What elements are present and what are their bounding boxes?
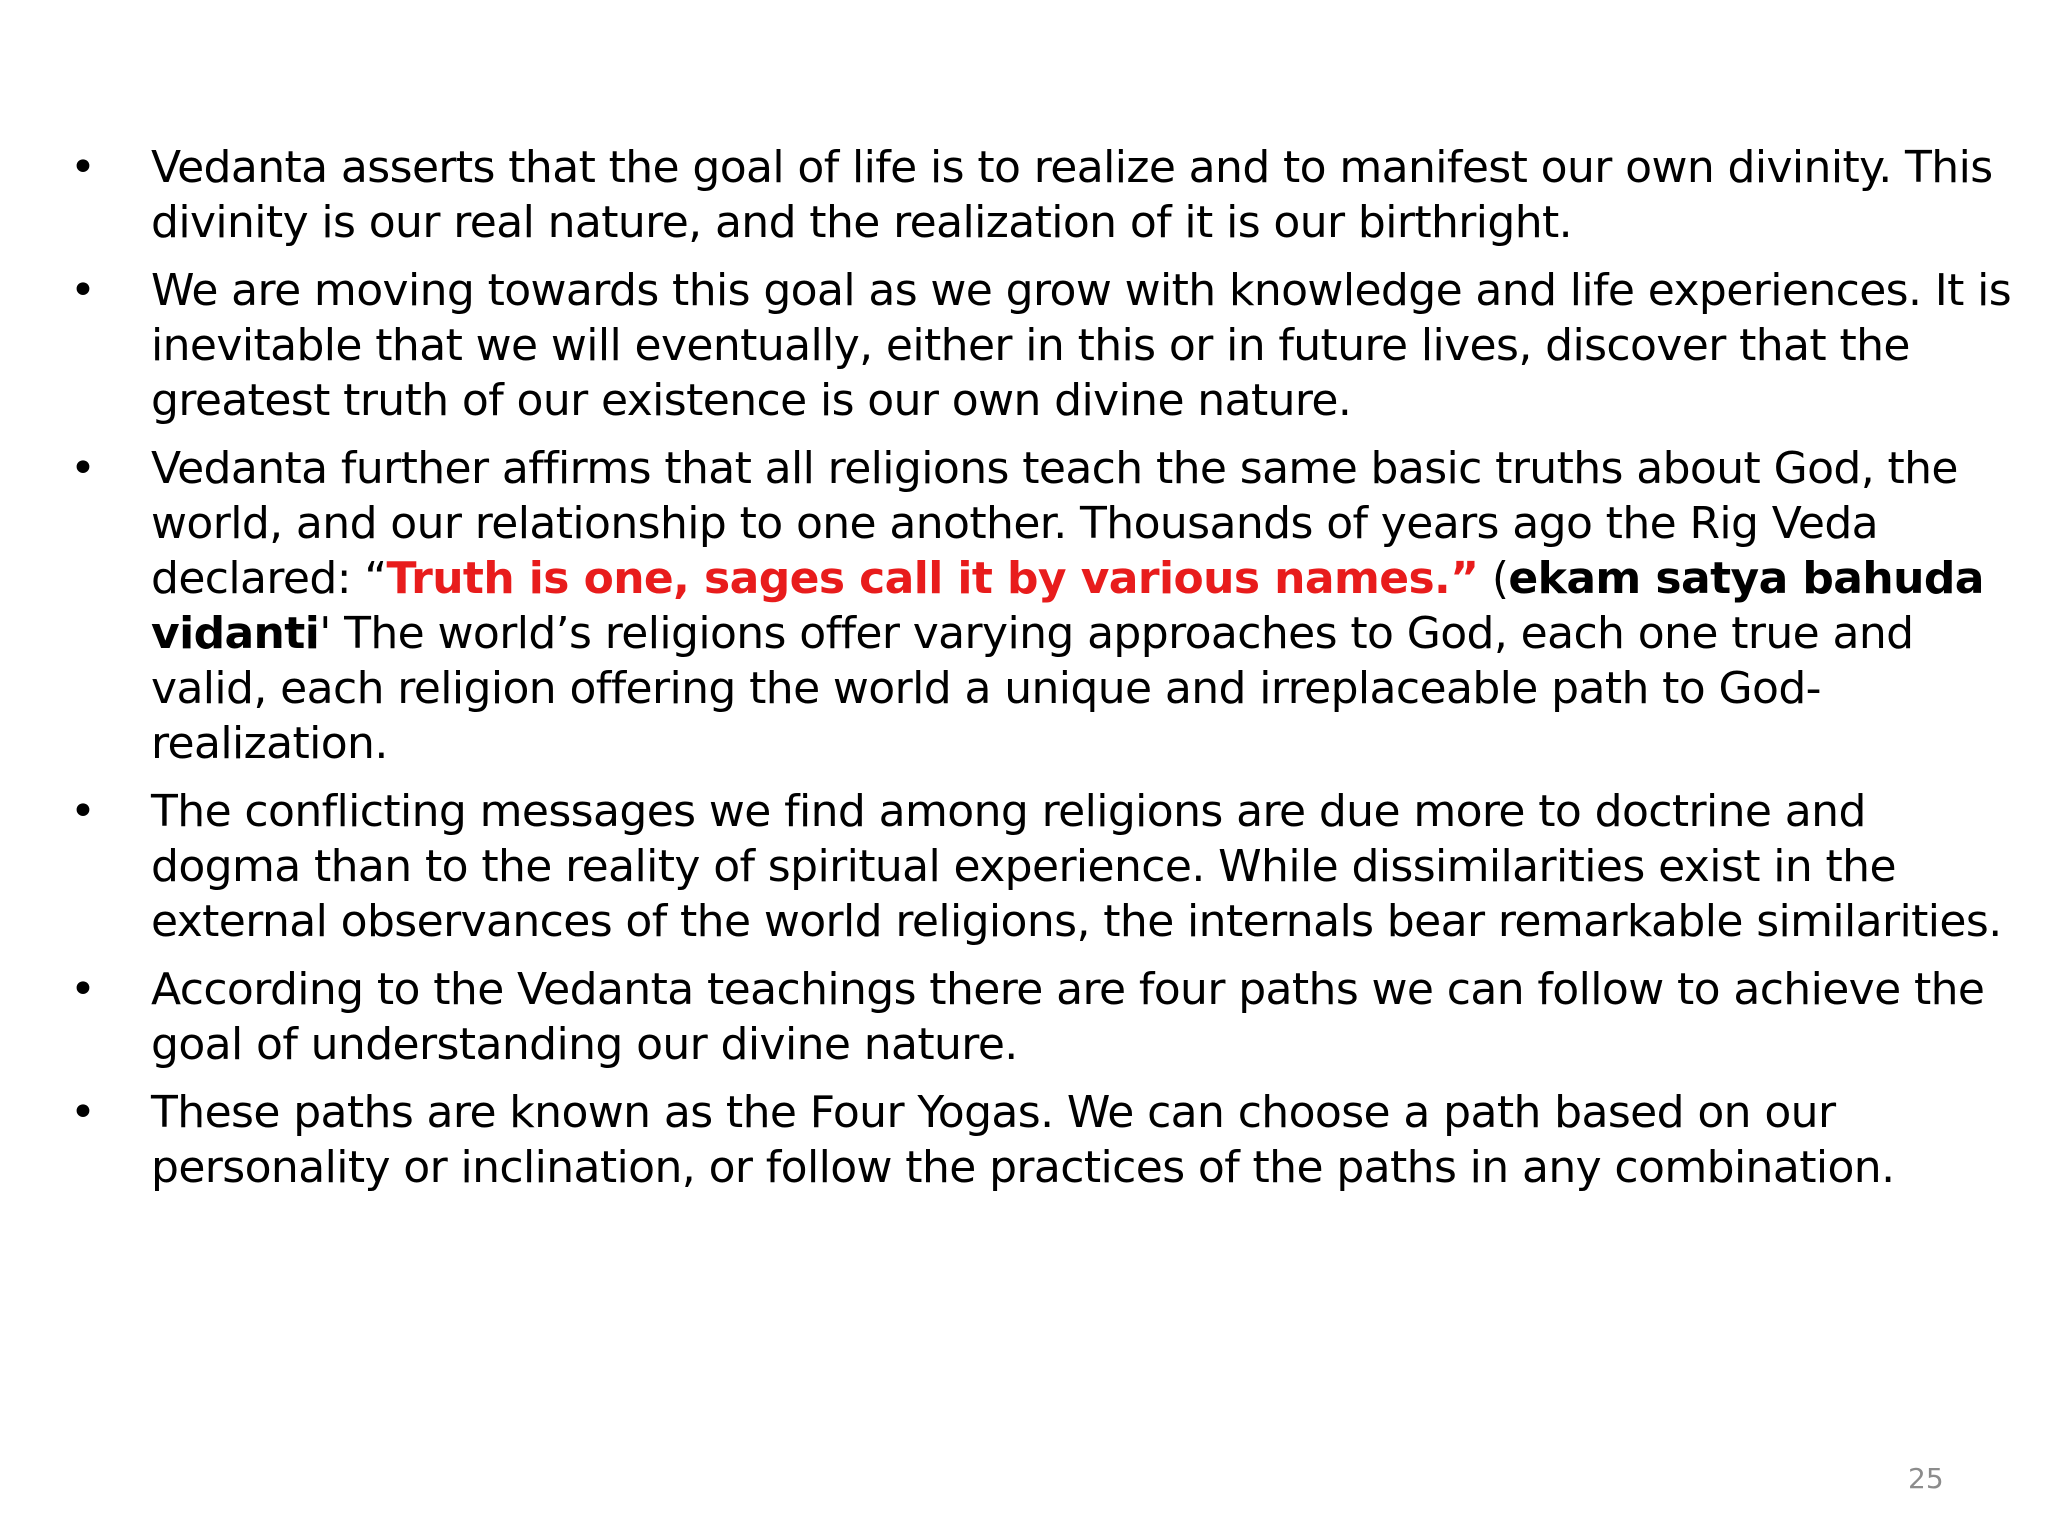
bullet-text-part2: ( — [1478, 553, 1509, 604]
bullet-item-four-paths — [70, 962, 2015, 1072]
bullet-dot-icon: • — [70, 443, 96, 494]
bullet-text: We are moving towards this goal as we grow with knowledge and life experiences. It is inevitable that we will eventually, either in this or in future lives, discover that the greatest truth of our existence is our own divine nature. — [151, 265, 2012, 426]
bullet-text: The conflicting messages we find among religions are due more to doctrine and dogma than to the reality of spiritual experience. While dissimilarities exist in the external observances of the world religions, the internals bear remarkable similarities. — [151, 786, 2002, 947]
bullet-list — [70, 140, 2015, 1208]
bullet-dot-icon: • — [70, 964, 96, 1015]
bullet-dot-icon: • — [70, 786, 96, 837]
bullet-text-part1: Vedanta further affirms that all religions teach the same basic truths about God, the world, and our relationship to one another. Thousands of years ago the Rig Veda declared: “ — [151, 443, 1958, 604]
bullet-item-conflicting — [70, 784, 2015, 949]
bullet-item-four-yogas — [70, 1085, 2015, 1195]
bullet-text: Vedanta asserts that the goal of life is to realize and to manifest our own divinity. This divinity is our real nature, and the realization of it is our birthright. — [151, 142, 1993, 248]
bullet-item-religions — [70, 441, 2015, 771]
bullet-dot-icon: • — [70, 142, 96, 193]
bullet-item-moving — [70, 263, 2015, 428]
bullet-text: These paths are known as the Four Yogas. We can choose a path based on our personality or inclination, or follow the practices of the paths in any combination. — [151, 1087, 1895, 1193]
page-number: 25 — [1908, 1462, 1944, 1495]
bullet-dot-icon: • — [70, 1087, 96, 1138]
bullet-text-part3: ' The world’s religions offer varying approaches to God, each one true and valid, each religion offering the world a unique and irreplaceable path to God-realization. — [151, 608, 1914, 769]
sanskrit-phrase: ekam satya bahuda vidanti — [151, 553, 1984, 659]
rig-veda-quote: Truth is one, sages call it by various names.” — [386, 553, 1479, 604]
bullet-item-goal — [70, 140, 2015, 250]
bullet-text: According to the Vedanta teachings there are four paths we can follow to achieve the goal of understanding our divine nature. — [151, 964, 1985, 1070]
bullet-dot-icon: • — [70, 265, 96, 316]
